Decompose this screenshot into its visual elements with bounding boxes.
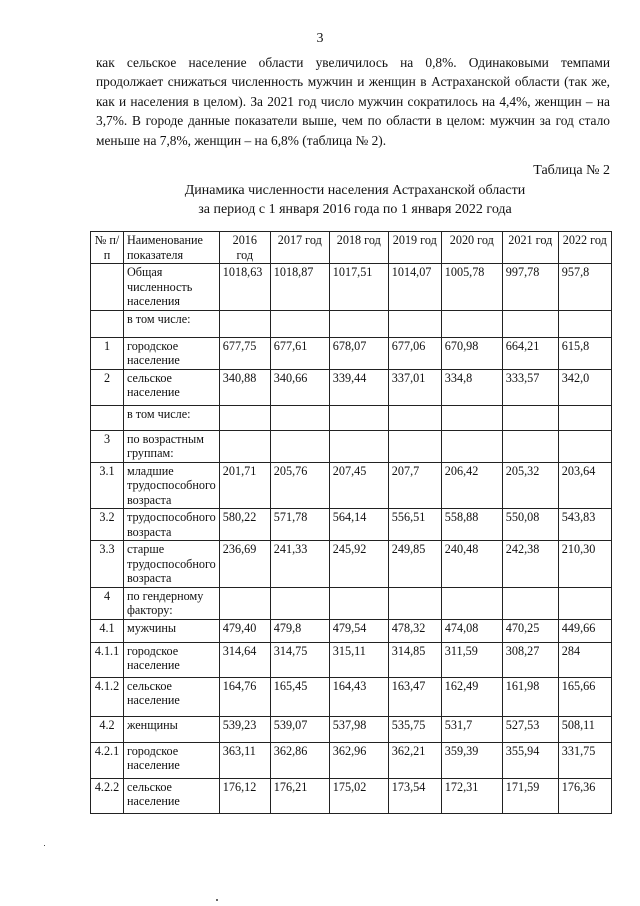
row-value-cell: 241,33 bbox=[270, 541, 329, 588]
row-value-cell: 363,11 bbox=[219, 742, 270, 778]
row-value-cell: 677,06 bbox=[388, 337, 441, 369]
row-indicator-name: женщины bbox=[124, 716, 220, 742]
row-indicator-name: по возрастным группам: bbox=[124, 430, 220, 462]
row-indicator-name: городское население bbox=[124, 742, 220, 778]
table-row bbox=[91, 742, 612, 778]
table-row bbox=[91, 462, 612, 509]
row-value-cell: 165,45 bbox=[270, 677, 329, 716]
table-row bbox=[91, 541, 612, 588]
header-year: 2020 год bbox=[441, 232, 502, 264]
row-value-cell: 314,64 bbox=[219, 642, 270, 677]
table-row bbox=[91, 264, 612, 311]
row-indicator-name: Общая численность населения bbox=[124, 264, 220, 311]
header-year: 2022 год bbox=[558, 232, 611, 264]
row-value-cell bbox=[270, 587, 329, 619]
row-value-cell: 539,07 bbox=[270, 716, 329, 742]
row-number bbox=[91, 310, 124, 337]
row-value-cell: 571,78 bbox=[270, 509, 329, 541]
row-indicator-name: городское население bbox=[124, 642, 220, 677]
row-value-cell: 314,75 bbox=[270, 642, 329, 677]
row-value-cell: 670,98 bbox=[441, 337, 502, 369]
table-row bbox=[91, 642, 612, 677]
row-value-cell: 359,39 bbox=[441, 742, 502, 778]
row-indicator-name: мужчины bbox=[124, 619, 220, 642]
row-value-cell: 162,49 bbox=[441, 677, 502, 716]
population-table bbox=[90, 231, 612, 814]
intro-paragraph: как сельское население области увеличилось на 0,8%. Одинаковыми темпами продолжает снижаться численность мужчин и женщин в Астраханской области (так же, как и населения в целом). За 2021 год число мужчин сократилось на 4,4%, женщин – на 3,7%. В городе данные показатели выше, чем по области в целом: мужчин за год стало меньше на 7,8%, женщин – на 6,8% (таблица № 2). bbox=[96, 55, 610, 148]
row-value-cell: 362,86 bbox=[270, 742, 329, 778]
row-value-cell: 245,92 bbox=[329, 541, 388, 588]
row-value-cell bbox=[270, 310, 329, 337]
row-value-cell bbox=[502, 587, 558, 619]
row-number: 3.1 bbox=[91, 462, 124, 509]
row-value-cell: 342,0 bbox=[558, 369, 611, 405]
row-value-cell: 172,31 bbox=[441, 778, 502, 813]
row-number: 4.2 bbox=[91, 716, 124, 742]
row-indicator-name: старше трудоспособного возраста bbox=[124, 541, 220, 588]
row-number: 4.2.1 bbox=[91, 742, 124, 778]
row-value-cell: 165,66 bbox=[558, 677, 611, 716]
table-row bbox=[91, 778, 612, 813]
header-num: № п/п bbox=[91, 232, 124, 264]
table-row bbox=[91, 619, 612, 642]
row-value-cell: 543,83 bbox=[558, 509, 611, 541]
table-header-row bbox=[91, 232, 612, 264]
scan-mark bbox=[216, 899, 218, 901]
table-row bbox=[91, 430, 612, 462]
table-row bbox=[91, 369, 612, 405]
row-value-cell bbox=[558, 405, 611, 430]
row-value-cell: 333,57 bbox=[502, 369, 558, 405]
row-value-cell: 311,59 bbox=[441, 642, 502, 677]
row-indicator-name: по гендерному фактору: bbox=[124, 587, 220, 619]
row-number: 1 bbox=[91, 337, 124, 369]
row-indicator-name: сельское население bbox=[124, 369, 220, 405]
margin-mark bbox=[44, 845, 45, 846]
row-value-cell bbox=[558, 587, 611, 619]
row-value-cell bbox=[329, 587, 388, 619]
row-value-cell: 240,48 bbox=[441, 541, 502, 588]
row-value-cell: 337,01 bbox=[388, 369, 441, 405]
row-value-cell: 284 bbox=[558, 642, 611, 677]
table-row bbox=[91, 310, 612, 337]
row-value-cell: 355,94 bbox=[502, 742, 558, 778]
row-number: 4.1 bbox=[91, 619, 124, 642]
row-value-cell: 479,54 bbox=[329, 619, 388, 642]
row-value-cell: 1018,87 bbox=[270, 264, 329, 311]
row-value-cell: 478,32 bbox=[388, 619, 441, 642]
row-value-cell: 580,22 bbox=[219, 509, 270, 541]
row-value-cell bbox=[270, 405, 329, 430]
row-value-cell bbox=[502, 405, 558, 430]
row-value-cell: 236,69 bbox=[219, 541, 270, 588]
row-indicator-name: в том числе: bbox=[124, 405, 220, 430]
row-value-cell bbox=[219, 587, 270, 619]
row-value-cell bbox=[388, 405, 441, 430]
row-value-cell: 678,07 bbox=[329, 337, 388, 369]
row-value-cell: 176,36 bbox=[558, 778, 611, 813]
row-value-cell: 334,8 bbox=[441, 369, 502, 405]
row-value-cell: 527,53 bbox=[502, 716, 558, 742]
row-value-cell: 1014,07 bbox=[388, 264, 441, 311]
table-title-line1: Динамика численности населения Астраханской области bbox=[184, 183, 526, 198]
row-value-cell bbox=[219, 310, 270, 337]
row-value-cell: 1017,51 bbox=[329, 264, 388, 311]
row-number: 4.2.2 bbox=[91, 778, 124, 813]
row-value-cell bbox=[441, 405, 502, 430]
row-value-cell: 164,76 bbox=[219, 677, 270, 716]
row-value-cell bbox=[270, 430, 329, 462]
row-indicator-name: городское население bbox=[124, 337, 220, 369]
row-value-cell: 997,78 bbox=[502, 264, 558, 311]
header-year: 2019 год bbox=[388, 232, 441, 264]
row-value-cell bbox=[502, 430, 558, 462]
row-value-cell bbox=[441, 430, 502, 462]
row-value-cell: 340,88 bbox=[219, 369, 270, 405]
row-value-cell: 664,21 bbox=[502, 337, 558, 369]
row-value-cell: 531,7 bbox=[441, 716, 502, 742]
row-value-cell: 242,38 bbox=[502, 541, 558, 588]
row-number: 4 bbox=[91, 587, 124, 619]
table-row bbox=[91, 337, 612, 369]
row-value-cell bbox=[558, 310, 611, 337]
table-row bbox=[91, 716, 612, 742]
row-value-cell: 210,30 bbox=[558, 541, 611, 588]
row-value-cell: 315,11 bbox=[329, 642, 388, 677]
row-indicator-name: в том числе: bbox=[124, 310, 220, 337]
row-value-cell: 339,44 bbox=[329, 369, 388, 405]
row-value-cell: 171,59 bbox=[502, 778, 558, 813]
row-value-cell bbox=[329, 430, 388, 462]
table-label: Таблица № 2 bbox=[533, 163, 610, 178]
row-value-cell: 176,21 bbox=[270, 778, 329, 813]
table-row bbox=[91, 405, 612, 430]
table-row bbox=[91, 509, 612, 541]
row-indicator-name: сельское население bbox=[124, 778, 220, 813]
row-value-cell: 205,32 bbox=[502, 462, 558, 509]
row-value-cell: 558,88 bbox=[441, 509, 502, 541]
row-value-cell: 163,47 bbox=[388, 677, 441, 716]
row-value-cell: 508,11 bbox=[558, 716, 611, 742]
row-value-cell: 535,75 bbox=[388, 716, 441, 742]
row-value-cell: 331,75 bbox=[558, 742, 611, 778]
row-value-cell: 1018,63 bbox=[219, 264, 270, 311]
row-value-cell bbox=[441, 310, 502, 337]
table-row bbox=[91, 677, 612, 716]
row-value-cell bbox=[219, 405, 270, 430]
row-value-cell: 957,8 bbox=[558, 264, 611, 311]
row-value-cell bbox=[388, 587, 441, 619]
row-value-cell: 207,45 bbox=[329, 462, 388, 509]
row-indicator-name: трудоспособного возраста bbox=[124, 509, 220, 541]
row-value-cell bbox=[441, 587, 502, 619]
row-value-cell bbox=[329, 310, 388, 337]
header-name: Наименование показателя bbox=[124, 232, 220, 264]
row-value-cell bbox=[502, 310, 558, 337]
row-value-cell: 175,02 bbox=[329, 778, 388, 813]
row-value-cell: 479,8 bbox=[270, 619, 329, 642]
row-indicator-name: сельское население bbox=[124, 677, 220, 716]
intro-text bbox=[96, 53, 610, 150]
row-value-cell bbox=[219, 430, 270, 462]
header-year: 2021 год bbox=[502, 232, 558, 264]
row-number bbox=[91, 405, 124, 430]
row-number: 3.2 bbox=[91, 509, 124, 541]
row-value-cell: 362,21 bbox=[388, 742, 441, 778]
row-value-cell: 677,61 bbox=[270, 337, 329, 369]
row-value-cell: 615,8 bbox=[558, 337, 611, 369]
row-value-cell: 362,96 bbox=[329, 742, 388, 778]
row-value-cell bbox=[558, 430, 611, 462]
row-number: 4.1.2 bbox=[91, 677, 124, 716]
table-title bbox=[95, 181, 615, 219]
row-value-cell: 314,85 bbox=[388, 642, 441, 677]
row-value-cell: 550,08 bbox=[502, 509, 558, 541]
row-value-cell: 556,51 bbox=[388, 509, 441, 541]
row-value-cell: 308,27 bbox=[502, 642, 558, 677]
row-value-cell: 474,08 bbox=[441, 619, 502, 642]
row-indicator-name: младшие трудоспособного возраста bbox=[124, 462, 220, 509]
row-value-cell: 161,98 bbox=[502, 677, 558, 716]
row-value-cell: 479,40 bbox=[219, 619, 270, 642]
row-value-cell: 564,14 bbox=[329, 509, 388, 541]
row-number: 3.3 bbox=[91, 541, 124, 588]
row-value-cell: 176,12 bbox=[219, 778, 270, 813]
row-value-cell: 677,75 bbox=[219, 337, 270, 369]
row-value-cell: 201,71 bbox=[219, 462, 270, 509]
row-value-cell: 249,85 bbox=[388, 541, 441, 588]
table-title-line2: за период с 1 января 2016 года по 1 января 2022 года bbox=[198, 202, 512, 217]
row-value-cell: 470,25 bbox=[502, 619, 558, 642]
row-value-cell: 539,23 bbox=[219, 716, 270, 742]
table-row bbox=[91, 587, 612, 619]
row-value-cell: 203,64 bbox=[558, 462, 611, 509]
row-value-cell: 173,54 bbox=[388, 778, 441, 813]
row-value-cell: 207,7 bbox=[388, 462, 441, 509]
row-value-cell: 1005,78 bbox=[441, 264, 502, 311]
row-value-cell: 340,66 bbox=[270, 369, 329, 405]
row-number: 3 bbox=[91, 430, 124, 462]
row-value-cell: 206,42 bbox=[441, 462, 502, 509]
page-number: 3 bbox=[316, 31, 324, 46]
row-value-cell bbox=[388, 310, 441, 337]
row-value-cell: 205,76 bbox=[270, 462, 329, 509]
row-number: 4.1.1 bbox=[91, 642, 124, 677]
row-number: 2 bbox=[91, 369, 124, 405]
row-value-cell bbox=[388, 430, 441, 462]
row-value-cell: 449,66 bbox=[558, 619, 611, 642]
header-year: 2016 год bbox=[219, 232, 270, 264]
header-year: 2018 год bbox=[329, 232, 388, 264]
header-year: 2017 год bbox=[270, 232, 329, 264]
row-number bbox=[91, 264, 124, 311]
row-value-cell: 164,43 bbox=[329, 677, 388, 716]
row-value-cell bbox=[329, 405, 388, 430]
row-value-cell: 537,98 bbox=[329, 716, 388, 742]
